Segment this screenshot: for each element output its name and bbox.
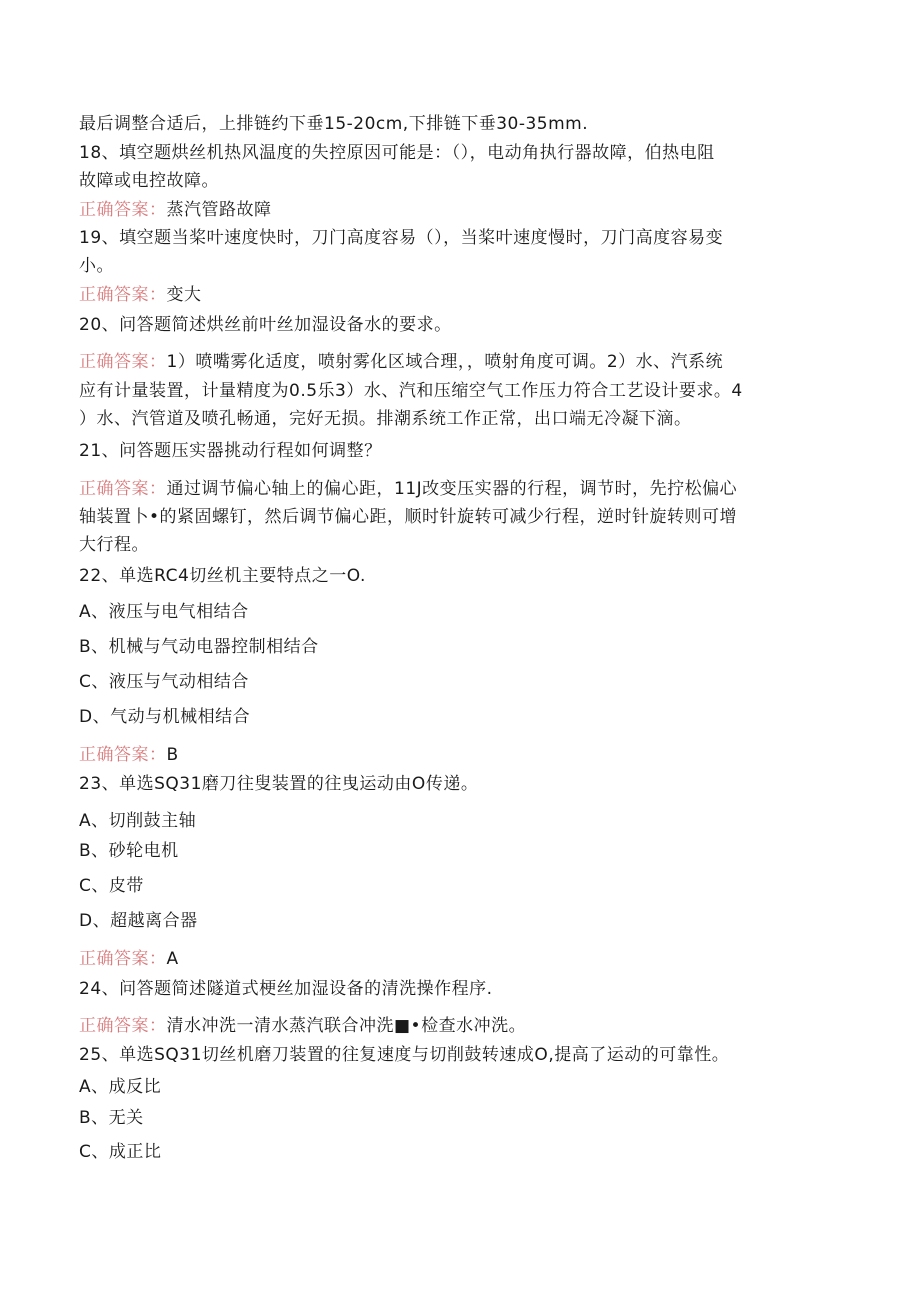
answer-label: 正确答案： <box>79 285 167 305</box>
line-text: 小。 <box>79 256 114 276</box>
option-text: A、液压与电气相结合 <box>79 602 249 622</box>
line-text: 大行程。 <box>79 535 149 555</box>
option-text: C、成正比 <box>79 1142 162 1162</box>
text-line <box>79 533 849 557</box>
question-line <box>79 564 849 588</box>
answer-label: 正确答案： <box>79 1016 167 1036</box>
line-text: 最后调整合适后，上排链约下垂15-20cm,下排链下垂30-35mm. <box>79 114 589 134</box>
line-text: 23、单选SQ31磨刀往叟装置的往曳运动由O传递。 <box>79 774 479 794</box>
option-line <box>79 909 849 933</box>
option-text: A、切削鼓主轴 <box>79 811 197 831</box>
line-text: 18、填空题烘丝机热风温度的失控原因可能是：（），电动角执行器故障，伯热电阻 <box>79 143 715 163</box>
answer-line <box>79 1014 849 1038</box>
text-line <box>79 379 849 403</box>
text-line <box>79 112 849 136</box>
answer-label: 正确答案： <box>79 352 167 372</box>
answer-text: A <box>166 949 179 969</box>
text-line <box>79 254 849 278</box>
line-text: 22、单选RC4切丝机主要特点之一O. <box>79 566 366 586</box>
line-text: 24、问答题简述隧道式梗丝加湿设备的清洗操作程序. <box>79 979 493 999</box>
option-text: B、机械与气动电器控制相结合 <box>79 637 319 657</box>
answer-line <box>79 198 849 222</box>
option-line <box>79 635 849 659</box>
answer-label: 正确答案： <box>79 200 167 220</box>
question-line <box>79 313 849 337</box>
text-line <box>79 169 849 193</box>
line-text: 25、单选SQ31切丝机磨刀装置的往复速度与切削鼓转速成O,提高了运动的可靠性。 <box>79 1045 730 1065</box>
line-text: 19、填空题当桨叶速度快时，刀门高度容易（），当桨叶速度慢时，刀门高度容易变 <box>79 228 724 248</box>
option-line <box>79 670 849 694</box>
answer-line <box>79 350 849 374</box>
question-line <box>79 1043 849 1067</box>
option-line <box>79 1140 849 1164</box>
answer-line <box>79 743 849 767</box>
answer-text: B <box>166 745 179 765</box>
answer-label: 正确答案： <box>79 745 167 765</box>
answer-text: 变大 <box>166 285 202 305</box>
question-line <box>79 772 849 796</box>
answer-line <box>79 283 849 307</box>
option-text: A、成反比 <box>79 1077 162 1097</box>
line-text: 轴装置卜•的紧固螺钉，然后调节偏心距，顺时针旋转可减少行程，逆时针旋转则可增 <box>79 507 738 527</box>
question-line <box>79 977 849 1001</box>
answer-label: 正确答案： <box>79 949 167 969</box>
option-line <box>79 600 849 624</box>
answer-line <box>79 477 849 501</box>
option-line <box>79 839 849 863</box>
option-line <box>79 1106 849 1130</box>
option-text: B、无关 <box>79 1108 144 1128</box>
line-text: 故障或电控故障。 <box>79 171 219 191</box>
answer-text: 蒸汽管路故障 <box>166 200 272 220</box>
text-line <box>79 505 849 529</box>
answer-line <box>79 947 849 971</box>
answer-label: 正确答案： <box>79 479 167 499</box>
option-text: D、气动与机械相结合 <box>79 707 251 727</box>
option-line <box>79 874 849 898</box>
question-line <box>79 439 849 463</box>
option-text: D、超越离合器 <box>79 911 198 931</box>
question-line <box>79 141 849 165</box>
answer-text: 通过调节偏心轴上的偏心距，11J改变压实器的行程，调节时，先拧松偏心 <box>166 479 738 499</box>
question-line <box>79 226 849 250</box>
line-text: 20、问答题简述烘丝前叶丝加湿设备水的要求。 <box>79 315 452 335</box>
answer-text: 清水冲洗一清水蒸汽联合冲洗■•检查水冲洗。 <box>166 1016 527 1036</box>
option-line <box>79 809 849 833</box>
option-text: B、砂轮电机 <box>79 841 179 861</box>
option-line <box>79 705 849 729</box>
option-text: C、皮带 <box>79 876 144 896</box>
line-text: 应有计量装置，计量精度为0.5乐3）水、汽和压缩空气工作压力符合工艺设计要求。4 <box>79 381 743 401</box>
line-text: 21、问答题压实器挑动行程如何调整？ <box>79 441 382 461</box>
option-line <box>79 1075 849 1099</box>
option-text: C、液压与气动相结合 <box>79 672 249 692</box>
answer-text: 1）喷嘴雾化适度，喷射雾化区域合理，，喷射角度可调。2）水、汽系统 <box>166 352 724 372</box>
text-line <box>79 407 849 431</box>
line-text: ）水、汽管道及喷孔畅通，完好无损。排潮系统工作正常，出口端无冷凝下滴。 <box>79 409 692 429</box>
